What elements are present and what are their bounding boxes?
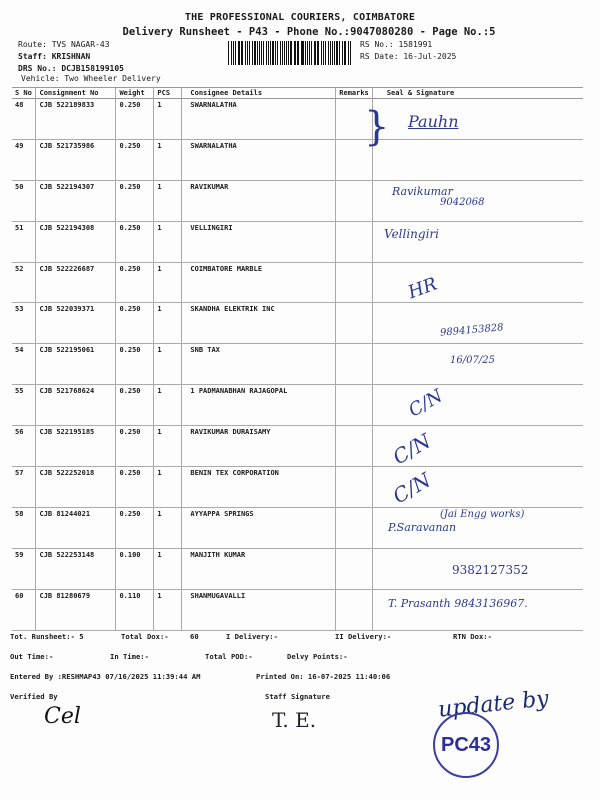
route: Route: TVS NAGAR-43 bbox=[18, 40, 110, 49]
barcode-bar bbox=[301, 41, 302, 65]
vehicle: Vehicle: Two Wheeler Delivery bbox=[21, 74, 161, 83]
tot-runsheet: Tot. Runsheet:- 5 bbox=[10, 632, 84, 641]
barcode-bar bbox=[241, 41, 242, 65]
barcode-bar bbox=[332, 41, 333, 65]
barcode-bar bbox=[242, 41, 243, 65]
row-remarks bbox=[336, 385, 373, 426]
barcode-bar bbox=[263, 41, 264, 65]
table-row bbox=[12, 548, 583, 589]
row-pcs: 1 bbox=[154, 589, 182, 630]
row-pcs: 1 bbox=[154, 303, 182, 344]
row-seal-signature bbox=[372, 548, 583, 589]
barcode-bar bbox=[321, 41, 322, 65]
row-pcs: 1 bbox=[154, 467, 182, 508]
signature-row-55: C/N bbox=[405, 385, 447, 422]
row-seal-signature bbox=[372, 507, 583, 548]
rs-date: RS Date: 16-Jul-2025 bbox=[360, 52, 457, 61]
row-remarks bbox=[336, 344, 373, 385]
row-weight: 0.250 bbox=[116, 303, 154, 344]
pc43-stamp bbox=[433, 712, 499, 778]
barcode-bar bbox=[297, 41, 299, 65]
staff-signature-label: Staff Signature bbox=[265, 692, 330, 701]
signature-row-54-date: 16/07/25 bbox=[450, 355, 495, 366]
verified-by-signature: Cel bbox=[44, 704, 81, 729]
barcode-bar bbox=[233, 41, 234, 65]
row-sno: 54 bbox=[12, 344, 36, 385]
barcode-bar bbox=[290, 41, 291, 65]
signature-row-48-49: Pauhn bbox=[408, 112, 459, 131]
stamp-text: PC43 bbox=[440, 733, 492, 756]
row-consignment-no: CJB 522253148 bbox=[36, 548, 116, 589]
delvy-points: Delvy Points:- bbox=[287, 652, 348, 661]
row-pcs: 1 bbox=[154, 139, 182, 180]
barcode-bar bbox=[280, 41, 281, 65]
col-consignee-details: Consignee Details bbox=[182, 88, 336, 99]
barcode-bar bbox=[309, 41, 310, 65]
row-consignment-no: CJB 81244021 bbox=[36, 507, 116, 548]
row-weight: 0.250 bbox=[116, 180, 154, 221]
barcode-bar bbox=[330, 41, 331, 65]
barcode-bar bbox=[339, 41, 340, 65]
verified-by-label: Verified By bbox=[10, 692, 58, 701]
row-consignee: SWARNALATHA bbox=[182, 139, 336, 180]
row-remarks bbox=[336, 139, 373, 180]
barcode-bar bbox=[336, 41, 338, 65]
barcode-bar bbox=[334, 41, 335, 65]
signature-row-50-name: Ravikumar bbox=[392, 185, 453, 198]
row-consignee: RAVIKUMAR bbox=[182, 180, 336, 221]
barcode-bar bbox=[261, 41, 262, 65]
row-sno: 50 bbox=[12, 180, 36, 221]
row-consignee: MANJITH KUMAR bbox=[182, 548, 336, 589]
row-weight: 0.250 bbox=[116, 507, 154, 548]
row-pcs: 1 bbox=[154, 507, 182, 548]
out-time: Out Time:- bbox=[10, 652, 54, 661]
row-weight: 0.250 bbox=[116, 262, 154, 303]
row-sno: 57 bbox=[12, 467, 36, 508]
table-header-row bbox=[12, 88, 583, 99]
signature-row-58-name: P.Saravanan bbox=[388, 521, 457, 534]
row-seal-signature bbox=[372, 139, 583, 180]
row-consignee: COIMBATORE MARBLE bbox=[182, 262, 336, 303]
barcode-bar bbox=[238, 41, 240, 65]
barcode-bar bbox=[228, 41, 229, 65]
table-row bbox=[12, 344, 583, 385]
barcode-bar bbox=[270, 41, 271, 65]
row-seal-signature bbox=[372, 221, 583, 262]
barcode-bar bbox=[275, 41, 276, 65]
signature-row-60: T. Prasanth 9843136967. bbox=[388, 597, 528, 610]
row-sno: 49 bbox=[12, 139, 36, 180]
row-remarks bbox=[336, 507, 373, 548]
signature-row-50-phone: 9042068 bbox=[440, 197, 485, 208]
row-pcs: 1 bbox=[154, 262, 182, 303]
row-sno: 59 bbox=[12, 548, 36, 589]
signature-row-53: 9894153828 bbox=[439, 322, 504, 339]
row-consignment-no: CJB 522039371 bbox=[36, 303, 116, 344]
barcode-bar bbox=[318, 41, 319, 65]
row-consignee: SHANMUGAVALLI bbox=[182, 589, 336, 630]
barcode-bar bbox=[231, 41, 232, 65]
row-pcs: 1 bbox=[154, 99, 182, 140]
barcode-bar bbox=[286, 41, 287, 65]
barcode-bar bbox=[295, 41, 296, 65]
row-remarks bbox=[336, 426, 373, 467]
barcode-bar bbox=[345, 41, 346, 65]
barcode-bar bbox=[323, 41, 324, 65]
update-by-note: update by bbox=[436, 686, 550, 723]
barcode-bar bbox=[317, 41, 318, 65]
row-seal-signature bbox=[372, 467, 583, 508]
row-weight: 0.250 bbox=[116, 467, 154, 508]
signature-row-56: C/N bbox=[388, 428, 435, 470]
signature-row-58-company: (Jai Engg works) bbox=[440, 509, 525, 520]
row-pcs: 1 bbox=[154, 344, 182, 385]
barcode-bar bbox=[328, 41, 329, 65]
signature-row-51: Vellingiri bbox=[384, 227, 440, 241]
barcode-bar bbox=[288, 41, 289, 65]
barcode-bar bbox=[257, 41, 258, 65]
row-pcs: 1 bbox=[154, 385, 182, 426]
in-time: In Time:- bbox=[110, 652, 149, 661]
row-consignment-no: CJB 522194307 bbox=[36, 180, 116, 221]
col-remarks: Remarks bbox=[336, 88, 373, 99]
row-sno: 52 bbox=[12, 262, 36, 303]
row-consignment-no: CJB 522189833 bbox=[36, 99, 116, 140]
row-seal-signature bbox=[372, 344, 583, 385]
entered-by: Entered By :RESHMAP43 07/16/2025 11:39:44 AM bbox=[10, 672, 201, 681]
signature-row-59: 9382127352 bbox=[452, 563, 529, 577]
rtn-dox: RTN Dox:- bbox=[453, 632, 492, 641]
row-sno: 58 bbox=[12, 507, 36, 548]
row-remarks bbox=[336, 589, 373, 630]
barcode-bar bbox=[342, 41, 343, 65]
barcode-bar bbox=[348, 41, 349, 65]
row-remarks bbox=[336, 221, 373, 262]
barcode-bar bbox=[254, 41, 256, 65]
row-pcs: 1 bbox=[154, 221, 182, 262]
table-row bbox=[12, 221, 583, 262]
row-consignment-no: CJB 522226687 bbox=[36, 262, 116, 303]
table-row bbox=[12, 426, 583, 467]
row-consignment-no: CJB 522252018 bbox=[36, 467, 116, 508]
barcode-bar bbox=[314, 41, 316, 65]
printed-on: Printed On: 16-07-2025 11:40:06 bbox=[256, 672, 391, 681]
barcode-bar bbox=[350, 41, 351, 65]
barcode-bar bbox=[305, 41, 306, 65]
barcode bbox=[228, 41, 352, 65]
row-seal-signature bbox=[372, 426, 583, 467]
row-sno: 53 bbox=[12, 303, 36, 344]
row-weight: 0.250 bbox=[116, 139, 154, 180]
row-consignee: AYYAPPA SPRINGS bbox=[182, 507, 336, 548]
barcode-bar bbox=[252, 41, 253, 65]
table-row bbox=[12, 385, 583, 426]
barcode-bar bbox=[259, 41, 260, 65]
row-weight: 0.100 bbox=[116, 548, 154, 589]
barcode-bar bbox=[245, 41, 246, 65]
table-row bbox=[12, 180, 583, 221]
table-row bbox=[12, 589, 583, 630]
row-seal-signature bbox=[372, 303, 583, 344]
table-row bbox=[12, 262, 583, 303]
table-row bbox=[12, 139, 583, 180]
row-consignment-no: CJB 521768624 bbox=[36, 385, 116, 426]
barcode-bar bbox=[311, 41, 312, 65]
barcode-bar bbox=[277, 41, 278, 65]
barcode-bar bbox=[266, 41, 267, 65]
barcode-bar bbox=[302, 41, 303, 65]
row-remarks bbox=[336, 467, 373, 508]
row-seal-signature bbox=[372, 180, 583, 221]
row-consignment-no: CJB 522195185 bbox=[36, 426, 116, 467]
rs-no: RS No.: 1581991 bbox=[360, 40, 433, 49]
row-weight: 0.250 bbox=[116, 385, 154, 426]
row-weight: 0.250 bbox=[116, 426, 154, 467]
barcode-bar bbox=[235, 41, 236, 65]
table-row bbox=[12, 467, 583, 508]
table-row bbox=[12, 99, 583, 140]
staff-signature: T. E. bbox=[272, 708, 317, 732]
row-consignment-no: CJB 81280679 bbox=[36, 589, 116, 630]
barcode-bar bbox=[294, 41, 295, 65]
row-sno: 48 bbox=[12, 99, 36, 140]
runsheet-table bbox=[12, 87, 583, 631]
row-remarks bbox=[336, 548, 373, 589]
signature-row-57: C/N bbox=[388, 467, 435, 509]
barcode-bar bbox=[307, 41, 308, 65]
i-delivery: I Delivery:- bbox=[226, 632, 278, 641]
barcode-bar bbox=[325, 41, 326, 65]
company-title: THE PROFESSIONAL COURIERS, COIMBATORE bbox=[184, 12, 416, 23]
row-sno: 51 bbox=[12, 221, 36, 262]
row-seal-signature bbox=[372, 99, 583, 140]
row-consignee: 1 PADMANABHAN RAJAGOPAL bbox=[182, 385, 336, 426]
row-weight: 0.250 bbox=[116, 99, 154, 140]
row-consignment-no: CJB 522194308 bbox=[36, 221, 116, 262]
barcode-bar bbox=[268, 41, 269, 65]
total-dox-value: 60 bbox=[190, 632, 199, 641]
runsheet-subtitle: Delivery Runsheet - P43 - Phone No.:9047080280 - Page No.:5 bbox=[122, 26, 496, 38]
row-consignee: VELLINGIRI bbox=[182, 221, 336, 262]
row-pcs: 1 bbox=[154, 548, 182, 589]
ii-delivery: II Delivery:- bbox=[335, 632, 392, 641]
barcode-bar bbox=[249, 41, 250, 65]
row-weight: 0.250 bbox=[116, 344, 154, 385]
col-weight: Weight bbox=[116, 88, 154, 99]
barcode-bar bbox=[344, 41, 345, 65]
row-remarks bbox=[336, 303, 373, 344]
total-pod: Total POD:- bbox=[205, 652, 253, 661]
barcode-bar bbox=[282, 41, 283, 65]
col-sno: S No bbox=[12, 88, 36, 99]
signature-row-52: HR bbox=[405, 273, 440, 304]
row-remarks bbox=[336, 99, 373, 140]
drs-no: DRS No.: DCJB158199105 bbox=[18, 64, 124, 73]
row-consignee: SNB TAX bbox=[182, 344, 336, 385]
row-weight: 0.110 bbox=[116, 589, 154, 630]
row-remarks bbox=[336, 180, 373, 221]
staff: Staff: KRISHNAN bbox=[18, 52, 91, 61]
row-remarks bbox=[336, 262, 373, 303]
row-consignment-no: CJB 522195061 bbox=[36, 344, 116, 385]
row-seal-signature bbox=[372, 262, 583, 303]
col-consignment-no: Consignment No bbox=[36, 88, 116, 99]
barcode-bar bbox=[247, 41, 248, 65]
row-consignee: BENIN TEX CORPORATION bbox=[182, 467, 336, 508]
row-consignee: RAVIKUMAR DURAISAMY bbox=[182, 426, 336, 467]
row-sno: 56 bbox=[12, 426, 36, 467]
total-dox-label: Total Dox:- bbox=[121, 632, 169, 641]
table-row bbox=[12, 507, 583, 548]
row-seal-signature bbox=[372, 385, 583, 426]
row-pcs: 1 bbox=[154, 426, 182, 467]
row-seal-signature bbox=[372, 589, 583, 630]
row-pcs: 1 bbox=[154, 180, 182, 221]
row-consignee: SKANDHA ELEKTRIK INC bbox=[182, 303, 336, 344]
col-pcs: PCS bbox=[154, 88, 182, 99]
barcode-bar bbox=[272, 41, 274, 65]
remark-bracket-mark: } bbox=[364, 104, 390, 150]
table-row bbox=[12, 303, 583, 344]
row-sno: 55 bbox=[12, 385, 36, 426]
row-weight: 0.250 bbox=[116, 221, 154, 262]
col-seal-signature: Seal & Signature bbox=[372, 88, 583, 99]
row-consignee: SWARNALATHA bbox=[182, 99, 336, 140]
row-consignment-no: CJB 521735986 bbox=[36, 139, 116, 180]
row-sno: 60 bbox=[12, 589, 36, 630]
barcode-bar bbox=[284, 41, 285, 65]
